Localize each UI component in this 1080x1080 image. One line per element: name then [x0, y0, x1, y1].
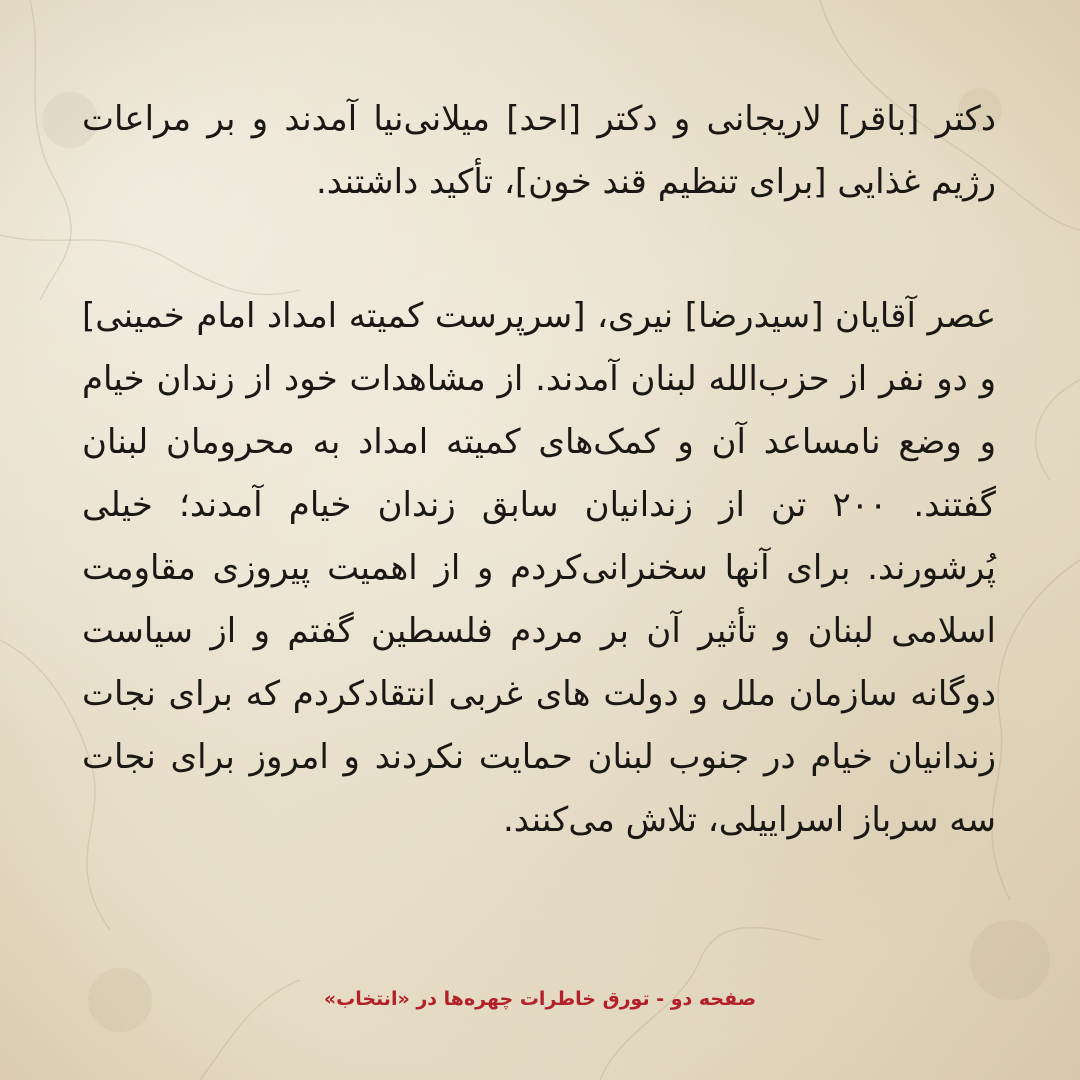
paragraph: عصر آقایان [سیدرضا] نیری، [سرپرست کمیته امداد امام خمینی] و دو نفر از حزب‌الله لبنان آمدند. از مشاهدات خود از زندان خیام و وضع نامساعد آن و کمک‌های کمیته امداد به محرومان لبنان گفتند. ۲۰۰ تن از زندانیان سابق زندان خیام آمدند؛ خیلی پُرشورند. برای آنها سخنرانی‌کردم و از اهمیت پیروزی مقاومت اسلامی لبنان و تأثیر آن بر مردم فلسطین گفتم و از سیاست دوگانه سازمان ملل و دولت های غربی انتقادکردم که برای نجات زندانیان خیام در جنوب لبنان حمایت نکردند و امروز برای نجات سه سرباز اسراییلی، تلاش می‌کنند.	[82, 296, 996, 840]
page-footer: صفحه دو - تورق خاطرات چهره‌ها در «انتخاب»	[323, 988, 757, 1010]
memoir-text	[82, 88, 996, 852]
paragraph: دکتر [باقر] لاریجانی و دکتر [احد] میلانی‌نیا آمدند و بر مراعات رژیم غذایی [برای تنظیم قند خون]، تأکید داشتند.	[82, 99, 996, 202]
